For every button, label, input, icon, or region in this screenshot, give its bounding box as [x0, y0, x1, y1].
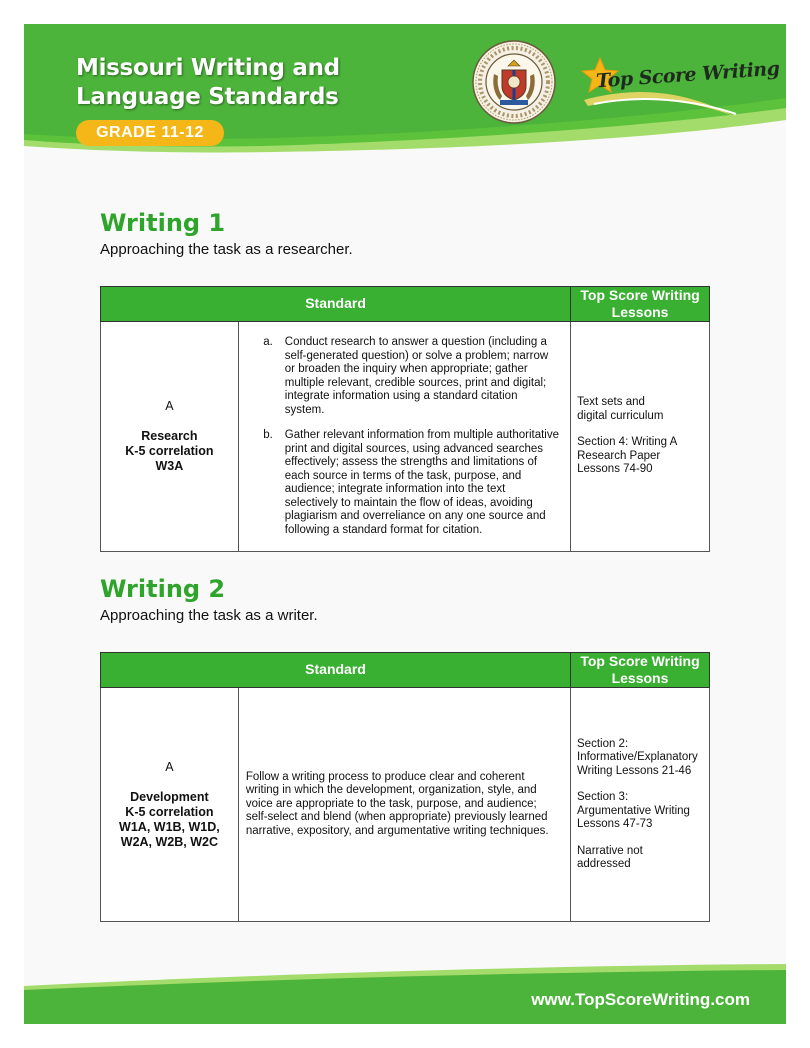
section-1-standards-table	[100, 286, 710, 552]
standard-column-header: Standard	[101, 287, 571, 322]
list-marker: a.	[263, 336, 273, 348]
section-2-title: Writing 2	[100, 575, 226, 603]
standard-column-header: Standard	[101, 653, 571, 688]
missouri-state-seal-icon	[472, 40, 556, 124]
section-2-standards-table	[100, 652, 710, 922]
list-item	[251, 336, 560, 417]
footer-banner	[24, 964, 786, 1024]
list-item-text: Gather relevant information from multiple authoritative print and digital sources, using advanced searches effectively; assess the strengths and limitations of each source in terms of the task, purpose, and audience; integrate information into the text selectively to maintain the flow of ideas, avoiding plagiarism and overreliance on any one source and following a standard format for citation.	[284, 429, 559, 536]
standard-description-cell	[238, 322, 570, 552]
standard-letter: A	[165, 399, 174, 413]
table-row	[101, 322, 710, 552]
standard-label-line: W1A, W1B, W1D,	[119, 819, 220, 834]
lessons-cell	[571, 688, 710, 922]
section-1-title: Writing 1	[100, 209, 226, 237]
website-link[interactable]: www.TopScoreWriting.com	[531, 990, 750, 1009]
lesson-entry: Text sets and digital curriculum	[577, 396, 664, 422]
standard-label-line: Research	[141, 429, 198, 443]
section-2-subtitle: Approaching the task as a writer.	[100, 607, 318, 624]
top-score-writing-logo	[574, 46, 781, 118]
lessons-cell	[571, 322, 710, 552]
table-header-row	[101, 287, 710, 322]
grade-badge: GRADE 11-12	[76, 120, 224, 146]
header-banner	[24, 24, 786, 184]
standard-items-list	[251, 336, 560, 537]
title-line-1: Missouri Writing and	[76, 55, 340, 81]
lessons-column-header: Top Score Writing Lessons	[571, 287, 710, 322]
logo-wordmark: Top Score Writing	[595, 57, 781, 93]
table-header-row	[101, 653, 710, 688]
lesson-entry: Section 2: Informative/Explanatory Writing Lessons 21-46	[577, 737, 698, 777]
worksheet-page	[24, 24, 786, 1024]
lesson-entry: Section 3: Argumentative Writing Lessons 47-73	[577, 791, 690, 830]
list-item-text: Conduct research to answer a question (including a self-generated question) or solve a problem; narrow or broaden the inquiry when appropriate; gather multiple relevant, credible sources, print and digital; integrate information using a standard citation system.	[284, 336, 549, 416]
lessons-column-header: Top Score Writing Lessons	[571, 653, 710, 688]
standard-label-cell	[101, 688, 239, 922]
standard-letter: A	[165, 759, 174, 774]
list-item	[251, 429, 560, 537]
page-title	[76, 54, 340, 112]
title-line-2: Language Standards	[76, 84, 339, 110]
standard-label-cell	[101, 322, 239, 552]
lesson-entry: Narrative not addressed	[577, 844, 643, 870]
standard-label-line: K-5 correlation	[125, 444, 214, 458]
standard-label-line: K-5 correlation	[125, 804, 214, 819]
list-marker: b.	[263, 429, 273, 441]
standard-description-cell	[238, 688, 570, 922]
standard-label-line: W3A	[155, 459, 184, 473]
table-row	[101, 688, 710, 922]
standard-description-text: Follow a writing process to produce clear and coherent writing in which the development, organization, style, and voice are appropriate to the task, purpose, and audience; self-select and blend (when appropriate) previously learned narrative, expository, and argumentative writing techniques.	[245, 770, 549, 837]
lesson-entry: Section 4: Writing A Research Paper Lessons 74-90	[577, 436, 677, 476]
standard-label-line: W2A, W2B, W2C	[120, 834, 219, 849]
section-1-subtitle: Approaching the task as a researcher.	[100, 241, 353, 258]
standard-label-line: Development	[130, 789, 209, 804]
